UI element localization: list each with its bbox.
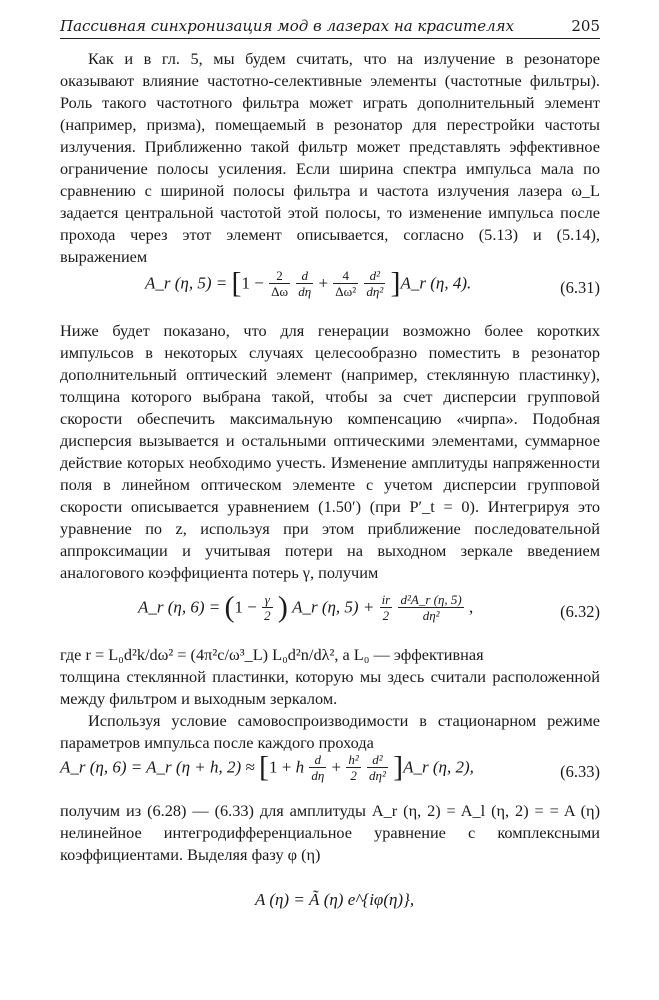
equation-6-31-body: A_r (η, 5) = [1 − $\frac{2}{\Delta\omega}$ $\frac{d}{d\eta}$ + $\frac{4}{\text{Δω²}}$ $\frac{\text{d²}}{\text{dη²}}$ ]A_r (η, 4). (145, 266, 472, 300)
equation-number: (6.33) (560, 762, 600, 781)
paragraph-self-reproduction: Используя условие самовоспроизводимости в стационарном режиме параметров импульса после каждого прохода (60, 711, 600, 752)
equation-6-32-body: A_r (η, 6) = (1 − $\frac{\gamma}{2}$ ) A_r (η, 5) + $\frac{ir}{2}$ $\frac{\text{d²A\_r (η, 5)}}{\text{dη²}}$ , (138, 590, 474, 624)
running-title: Пассивная синхронизация мод в лазерах на красителях (60, 17, 515, 35)
equation-6-32 (60, 592, 600, 632)
paragraph-filter: Как и в гл. 5, мы будем считать, что на излучение в резонаторе оказывают влияние частотно-селективные элементы (частотные фильтры). Роль такого частотного фильтра может играть дополнительный элемент (например, призма), помещаемый в резонатор для перестройки частоты излучения. Приближенно такой фильтр может представлять эффективное ограничение полосы усиления. Если ширина спектра импульса мала по сравнению с шириной полосы фильтра и частота излучения лазера ω_L задается центральной частотой этой полосы, то изменение импульса после прохода через этот элемент описывается, согласно (5.13) и (5.14), выражением (60, 49, 600, 266)
where-definition: где r = L₀d²k/dω² = (4π²c/ω³_L) L₀d²n/dλ², а L₀ — эффективная (60, 645, 484, 664)
equation-6-33-body: A_r (η, 6) = A_r (η + h, 2) ≈ [1 + h $\frac{d}{d\eta}$ + $\frac{\text{h²}}{2}$ $\frac{\text{d²}}{\text{dη²}}$ ]A_r (η, 2), (60, 750, 474, 784)
page-number: 205 (571, 17, 600, 35)
equation-6-31 (60, 268, 600, 308)
equation-phase-body: A (η) = Ã (η) e^{iφ(η)}, (255, 890, 415, 909)
running-header (60, 14, 600, 39)
paragraph-dispersion: Ниже будет показано, что для генерации возможно более коротких импульсов в некоторых случаях целесообразно поместить в резонатор дополнительный оптический элемент (например, стеклянную пластинку), толщина которого выбрана такой, чтобы за счет дисперсии групповой скорости обеспечить максимальную компенсацию «чирпа». Подобная дисперсия вызывается и остальными оптическими элементами, суммарное действие которых необходимо учесть. Изменение амплитуды напряженности поля в линейном оптическом элементе с учетом дисперсии групповой скорости описывается уравнением (1.50′) (при P′_t = 0). Интегрируя это уравнение по z, используя при этом приближение последовательной аппроксимации и учитывая потери на выходном зеркале введением аналогового коэффициента потерь γ, получим (60, 321, 600, 582)
equation-6-33 (60, 752, 600, 792)
equation-number: (6.31) (560, 278, 600, 297)
equation-number: (6.32) (560, 602, 600, 621)
equation-phase (60, 886, 600, 926)
paragraph-plate: толщина стеклянной пластинки, которую мы здесь считали расположенной между фильтром и выходным зеркалом. (60, 667, 600, 708)
paragraph-amplitude: получим из (6.28) — (6.33) для амплитуды A_r (η, 2) = A_l (η, 2) = = A (η) нелинейное интегродифференциальное уравнение с комплексными коэффициентами. Выделяя фазу φ (η) (60, 801, 600, 864)
